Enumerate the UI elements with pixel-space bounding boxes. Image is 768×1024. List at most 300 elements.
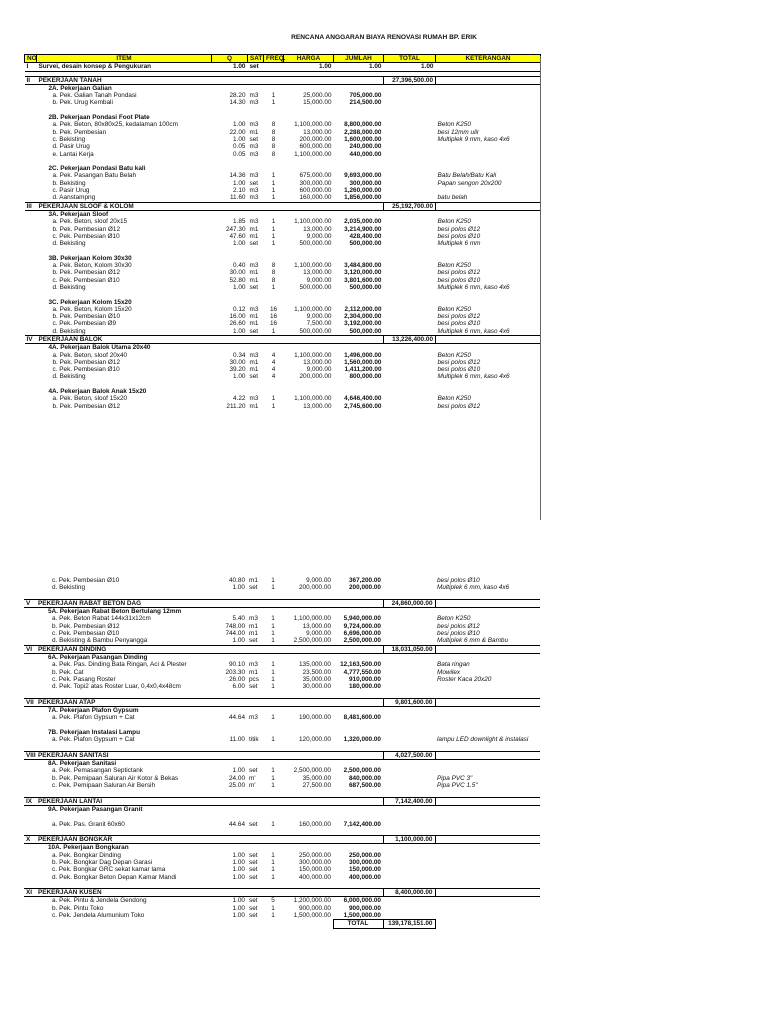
unit-cell: set [249,897,258,905]
empty-cell [333,760,383,768]
unit-cell: set [249,904,258,912]
empty-cell [383,661,435,668]
amount-cell: 2,288,000.00 [344,128,382,136]
empty-cell [263,744,283,752]
amount-cell [334,202,384,210]
amount-cell: 500,000.00 [349,240,382,248]
subsection-title: 3C. Pekerjaan Kolom 15x20 [48,298,132,306]
empty-cell [248,210,264,218]
subsection-title: 2B. Pekerjaan Pondasi Foot Plate [48,114,150,122]
empty-cell [212,114,248,121]
empty-cell [24,744,36,752]
item-row [24,584,540,591]
frequency-cell: 1 [271,232,276,240]
frequency-cell: 1 [271,194,276,202]
item-row [25,328,541,336]
price-cell: 900,000.00 [299,904,331,912]
subsection-row [24,729,540,736]
empty-cell [384,187,436,194]
note-cell [436,92,541,99]
frequency-cell: 5 [271,897,275,905]
empty-cell [263,920,283,928]
unit-cell: m1 [249,320,259,328]
amount-cell: 8,481,600.00 [343,714,381,722]
empty-cell [248,344,264,352]
empty-cell [25,352,37,359]
empty-cell [247,722,263,729]
item-name: PEKERJAAN SLOOF & KOLOM [37,202,212,210]
row-number: III [25,202,37,210]
quantity-cell: 1.00 [233,283,246,291]
frequency-cell: 1 [271,851,275,859]
section-total: 1,100,000.00 [383,836,435,844]
item-row [24,714,540,721]
frequency-cell: 1 [271,873,275,881]
empty-cell [383,608,435,616]
empty-cell [383,805,435,813]
section-total: 24,860,000.00 [383,599,435,607]
amount-cell: 7,142,400.00 [343,820,381,828]
empty-cell [24,736,36,743]
amount-cell: 400,000.00 [349,873,381,881]
item-row [24,874,540,881]
empty-cell [247,592,263,600]
empty-cell [24,637,36,645]
empty-cell [333,844,383,852]
empty-cell [436,344,541,352]
item-name: a. Pek. Beton Rabat 144x31x12cm [52,615,151,623]
amount-cell: 2,304,000.00 [344,313,382,321]
empty-cell [247,805,263,813]
empty-cell [248,107,264,114]
unit-cell: m' [249,774,256,782]
note-cell: Batu Belah/Batu Kali [437,172,497,180]
amount-cell: 200,000.00 [349,584,381,592]
quantity-cell: 211.20 [226,402,246,410]
price-cell: 13,000.00 [302,622,331,630]
frequency-cell [263,836,283,844]
note-cell [435,599,540,607]
empty-cell [25,136,37,143]
frequency-cell: 1 [271,637,275,645]
frequency-cell: 1 [271,584,275,592]
subsection-title: 5A. Pekerjaan Rabat Beton Bertulang 12mm [48,608,182,616]
empty-cell [264,299,284,306]
row-number: VII [24,698,36,706]
empty-cell [263,592,283,600]
item-row [25,313,541,320]
empty-cell [24,821,36,828]
empty-cell [333,729,383,736]
empty-cell [284,158,334,165]
amount-cell: 6,696,000.00 [343,630,381,638]
empty-cell [212,158,248,165]
empty-cell [25,129,37,136]
price-cell [283,836,333,844]
empty-cell [436,165,541,172]
item-name: e. Lantai Kerja [52,150,94,158]
price-cell: 675,000.00 [299,172,332,180]
empty-cell [436,84,541,92]
empty-cell [384,373,436,380]
empty-cell [283,690,333,698]
item-row [24,669,540,676]
section-total: 4,027,500.00 [383,751,435,759]
empty-cell [25,107,37,114]
item-name: a. Pek. Beton, sloof 20x40 [52,351,128,359]
empty-cell [247,813,263,820]
blank-row [24,744,540,752]
empty-cell [384,381,436,388]
item-name: b. Pek. Pembesian Ø12 [52,402,120,410]
empty-cell [384,403,436,410]
quantity-cell: 6.00 [232,683,245,691]
quantity-cell: 1.00 [233,179,246,187]
item-name: b. Pek. Pembesian [52,128,107,136]
price-cell: 9,000.00 [306,577,331,584]
empty-cell [212,381,248,388]
note-cell [435,698,540,706]
quantity-cell: 1.00 [232,851,245,859]
amount-cell: 367,200.00 [349,577,381,584]
empty-cell [263,760,283,768]
unit-cell: m3 [249,121,259,129]
empty-cell [24,813,36,820]
price-cell: 9,000.00 [306,313,332,321]
amount-cell: 12,163,500.00 [340,661,381,669]
empty-cell [334,165,384,172]
item-row [25,320,541,327]
note-cell [435,767,540,774]
price-cell [284,76,334,84]
note-cell: lampu LED downlight & instalasi [437,736,529,744]
section-total: 9,801,600.00 [383,698,435,706]
item-name: a. Pek. Pas. Dinding Bata Ringan, Aci & Plester [52,661,187,669]
frequency-cell: 1 [271,661,275,669]
unit-cell: set [249,179,259,187]
header-no: NO [25,55,37,63]
empty-cell [333,744,383,752]
price-cell: 9,000.00 [306,276,332,284]
empty-cell [24,767,36,774]
section-row [24,599,540,607]
unit-cell [247,751,263,759]
quantity-cell: 14.30 [229,99,246,107]
empty-cell [383,714,435,721]
price-cell: 1,200,000.00 [293,897,331,905]
frequency-cell: 1 [271,714,275,722]
price-cell: 1,100,000.00 [294,121,332,129]
empty-cell [334,299,384,306]
empty-cell [248,255,264,262]
item-name: a. Pek. Beton, Kolom 15x20 [52,305,132,313]
item-name: b. Pek. Urug Kembali [52,99,113,107]
price-cell: 2,500,000.00 [293,637,331,645]
empty-cell [384,240,436,247]
frequency-cell [264,63,284,71]
section-row [24,889,540,897]
price-cell: 1,100,000.00 [294,395,332,403]
quantity-cell: 0.05 [233,150,246,158]
empty-cell [283,828,333,836]
note-cell: besi polos Ø12 [437,313,481,321]
note-cell: Multiplek 6 mm, kaso 4x6 [437,283,510,291]
item-row [25,151,541,158]
price-cell [284,202,334,210]
empty-cell [212,299,248,306]
survey-row [25,63,541,71]
price-cell: 13,000.00 [303,358,332,366]
empty-cell [263,789,283,797]
empty-cell [36,592,211,600]
note-cell [436,335,541,343]
price-cell: 1.00 [284,63,334,71]
empty-cell [25,388,37,395]
item-name: a. Pek. Galian Tanah Pondasi [52,92,137,100]
unit-cell: set [249,584,258,592]
amount-cell: 4,646,400.00 [344,395,382,403]
empty-cell [212,107,248,114]
empty-cell [211,722,247,729]
unit-cell: m3 [249,661,258,669]
item-row [25,277,541,284]
price-cell: 1,100,000.00 [293,615,331,623]
note-cell: Beton K250 [437,262,471,270]
amount-cell: 6,000,000.00 [343,897,381,905]
frequency-cell: 4 [271,366,276,374]
section-total: 13,226,400.00 [384,335,436,343]
item-row [24,676,540,683]
amount-cell: 3,214,900.00 [344,225,382,233]
note-cell: batu belah [437,194,468,202]
empty-cell [25,269,37,276]
subsection-title: 4A. Pekerjaan Balok Anak 15x20 [48,388,147,396]
note-cell: besi polos Ø12 [437,358,481,366]
item-name: c. Pek. Pembesian Ø9 [52,320,117,328]
quantity-cell [211,645,247,653]
unit-cell: m3 [249,150,259,158]
price-cell [284,335,334,343]
item-name: b. Pek. Pintu Toko [52,904,104,912]
item-name: b. Pek. Bongkar Dag Depan Garasi [52,858,153,866]
empty-cell [25,284,37,291]
note-cell: Beton K250 [437,218,471,226]
note-cell: Multiplek 6 mm [437,240,481,248]
empty-cell [264,388,284,395]
amount-cell: 2,500,000.00 [343,767,381,775]
frequency-cell: 1 [271,187,276,195]
price-cell: 1,100,000.00 [294,262,332,270]
amount-cell: 300,000.00 [349,858,381,866]
empty-cell [24,874,36,881]
empty-cell [24,577,36,584]
price-cell: 1,100,000.00 [294,305,332,313]
quantity-cell [211,797,247,805]
subsection-title: 10A. Pekerjaan Bongkaran [48,844,129,852]
frequency-cell: 1 [271,92,276,100]
empty-cell [436,291,541,298]
empty-cell [333,805,383,813]
price-cell: 500,000.00 [299,283,332,291]
note-cell: besi polos Ø12 [437,225,481,233]
quantity-cell: 1.00 [233,240,246,248]
empty-cell [248,247,264,254]
frequency-cell: 1 [271,675,275,683]
item-row [25,180,541,187]
empty-cell [248,84,264,92]
amount-cell: 240,000.00 [349,143,382,151]
price-cell: 135,000.00 [299,661,331,669]
frequency-cell: 1 [271,820,275,828]
section-row [25,335,541,343]
item-row [25,359,541,366]
item-name: PEKERJAAN ATAP [36,698,211,706]
unit-cell: m1 [249,358,259,366]
item-name: a. Pek. Beton, 80x80x25, kedalaman 100cm [52,121,178,129]
quantity-cell [211,751,247,759]
amount-cell [334,76,384,84]
empty-cell [24,592,36,600]
item-row [25,226,541,233]
frequency-cell: 1 [271,395,276,403]
empty-cell [247,789,263,797]
empty-cell [212,247,248,254]
section-total: 8,400,000.00 [383,889,435,897]
note-cell: besi 12mm ulir [437,128,480,136]
frequency-cell: 1 [271,402,276,410]
quantity-cell: 11.00 [229,736,245,744]
empty-cell [25,240,37,247]
empty-cell [24,608,36,616]
frequency-cell: 1 [271,240,276,248]
frequency-cell: 1 [271,912,275,920]
amount-cell [333,836,383,844]
item-row [24,821,540,828]
subsection-row [24,653,540,661]
empty-cell [25,165,37,172]
empty-cell [284,210,334,218]
quantity-cell: 26.60 [229,320,246,328]
unit-cell: m3 [249,99,259,107]
document-title: RENCANA ANGGARAN BIAYA RENOVASI RUMAH BP. ERIK [291,34,477,41]
empty-cell [384,313,436,320]
item-name: c. Pek. Pembesian Ø10 [52,366,120,374]
empty-cell [284,255,334,262]
empty-cell [36,722,211,729]
frequency-cell: 1 [271,683,275,691]
price-cell: 13,000.00 [303,225,332,233]
note-cell: Multiplek 6 mm, kaso 4x6 [437,373,510,381]
price-cell: 9,000.00 [306,232,332,240]
empty-cell [25,194,37,202]
blank-row [25,291,541,298]
frequency-cell: 8 [271,276,276,284]
empty-cell [25,299,37,306]
note-cell: besi polos Ø12 [437,269,481,277]
unit-cell [248,202,264,210]
empty-cell [247,729,263,736]
blank-row [24,722,540,729]
item-row [25,172,541,179]
amount-cell [333,599,383,607]
note-cell: Beton K250 [437,305,471,313]
item-row [24,905,540,912]
empty-cell [25,210,37,218]
empty-cell [283,592,333,600]
frequency-cell: 8 [271,135,276,143]
quantity-cell: 748.00 [225,622,245,630]
empty-cell [384,388,436,395]
price-cell [283,645,333,653]
empty-cell [435,744,540,752]
empty-cell [263,828,283,836]
item-name: c. Pek. Bongkar GRC sekat kamar lama [52,866,166,874]
note-cell: Roster Kaca 20x20 [437,675,492,683]
empty-cell [384,291,436,298]
price-cell: 30,000.00 [302,683,331,691]
note-cell [436,202,541,210]
amount-cell: 300,000.00 [349,179,382,187]
empty-cell [211,744,247,752]
empty-cell [283,805,333,813]
empty-cell [334,158,384,165]
empty-cell [24,789,36,797]
empty-cell [37,158,212,165]
unit-cell [247,645,263,653]
unit-cell: m3 [249,714,258,722]
item-name: PEKERJAAN KUSEN [36,889,211,897]
empty-cell [25,366,37,373]
quantity-cell: 1.00 [232,904,245,912]
price-cell: 300,000.00 [299,858,331,866]
amount-cell: 1,260,000.00 [344,187,382,195]
empty-cell [384,136,436,143]
item-name: b. Pek. Pembesian Ø12 [52,358,120,366]
item-row [24,897,540,905]
empty-cell [334,388,384,395]
frequency-cell [264,335,284,343]
empty-cell [384,299,436,306]
empty-cell [435,789,540,797]
frequency-cell [263,889,283,897]
unit-cell: m3 [249,143,259,151]
empty-cell [264,210,284,218]
empty-cell [384,344,436,352]
note-cell: Beton K250 [437,395,471,403]
unit-cell: set [249,683,258,691]
empty-cell [25,277,37,284]
subsection-title: 9A. Pekerjaan Pasangan Granit [48,805,143,813]
quantity-cell: 52.80 [229,276,246,284]
empty-cell [263,729,283,736]
item-name: a. Pek. Beton, sloof 15x20 [52,395,128,403]
note-cell [435,751,540,759]
empty-cell [211,760,247,768]
quantity-cell: 40.80 [229,577,245,584]
empty-cell [36,789,211,797]
empty-cell [384,180,436,187]
subsection-title: 4A. Pekerjaan Balok Utama 20x40 [48,344,151,352]
item-row [25,373,541,380]
subsection-title: 2C. Pekerjaan Pondasi Batu kali [48,165,146,173]
empty-cell [211,789,247,797]
empty-cell [248,165,264,172]
frequency-cell: 16 [269,305,278,313]
frequency-cell: 16 [269,320,278,328]
unit-cell [248,76,264,84]
section-row [24,645,540,653]
empty-cell [284,114,334,121]
